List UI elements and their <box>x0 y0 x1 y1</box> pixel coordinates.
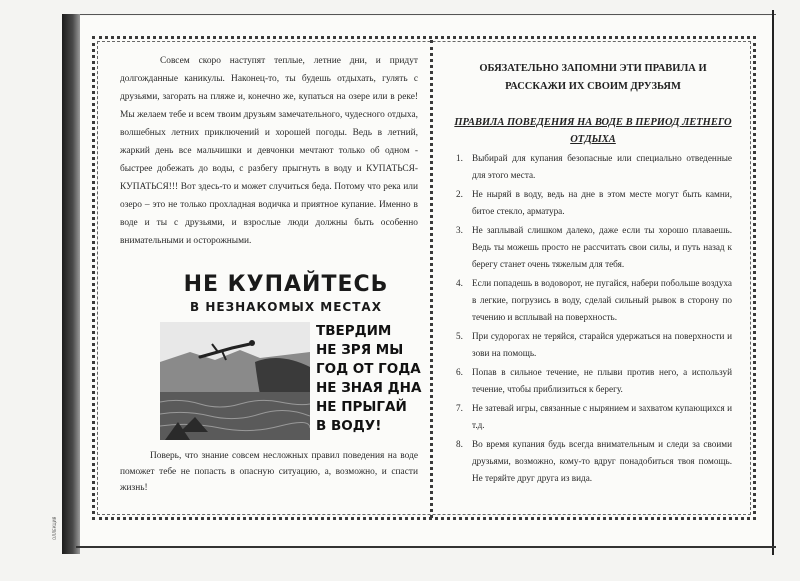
rule-item <box>450 328 732 362</box>
rule-item <box>450 275 732 326</box>
rule-text: Попав в сильное течение, не плыви против него, а используй течение, чтобы приблизиться к берегу. <box>472 367 732 394</box>
rule-text: Выбирай для купания безопасные или специально отведенные для этого места. <box>472 153 732 180</box>
slogan-line: В ВОДУ! <box>316 418 382 434</box>
poster-title: НЕ КУПАЙТЕСЬ <box>183 272 389 297</box>
rule-item <box>450 186 732 220</box>
rule-text: Не ныряй в воду, ведь на дне в этом месте могут быть камни, битое стекло, арматура. <box>472 189 732 216</box>
poster-subtitle: В НЕЗНАКОМЫХ МЕСТАХ <box>190 300 382 314</box>
scan-edge-right <box>772 10 774 555</box>
rule-item <box>450 400 732 434</box>
scan-edge-top <box>76 14 776 15</box>
rule-number: 1. <box>456 153 463 163</box>
rules-list <box>450 150 732 489</box>
slogan-line: ТВЕРДИМ <box>316 323 392 339</box>
rule-item <box>450 150 732 184</box>
warning-poster <box>160 272 422 442</box>
rule-item <box>450 436 732 487</box>
rules-title: ПРАВИЛА ПОВЕДЕНИЯ НА ВОДЕ В ПЕРИОД ЛЕТНЕГО ОТДЫХА <box>454 117 732 145</box>
scan-edge-bottom <box>76 546 776 548</box>
rule-number: 4. <box>456 278 463 288</box>
remember-heading: ОБЯЗАТЕЛЬНО ЗАПОМНИ ЭТИ ПРАВИЛА И РАССКАЖИ ИХ СВОИМ ДРУЗЬЯМ <box>479 63 707 92</box>
rule-item <box>450 222 732 273</box>
poster-slogan <box>316 322 422 436</box>
rule-number: 7. <box>456 403 463 413</box>
closing-paragraph: Поверь, что знание совсем несложных правил поведения на воде поможет тебе не попасть в опасную ситуацию, а, возможно, и спасти жизнь! <box>120 451 418 493</box>
rule-text: Не затевай игры, связанные с нырянием и захватом купающихся и т.д. <box>472 403 732 430</box>
rule-number: 5. <box>456 331 463 341</box>
intro-paragraph: Совсем скоро наступят теплые, летние дни, и придут долгожданные каникулы. Наконец-то, ты будешь отдыхать, гулять с друзьями, загорать на пляже и, конечно же, купаться на озере или в реке! Мы желаем тебе и всем твоим друзьям замечательного, чудесного отдыха, волшебных летних приключений и хорошей погоды. Ведь в летний, жаркий день все мальчишки и девчонки мечтают только об одном - быстрее добежать до воды, с разбегу прыгнуть в воду и КУПАТЬСЯ-КУПАТЬСЯ!!! Вот здесь-то и может случиться беда. Потому что река или озеро – это не только прохладная водичка и приятное купание. Именно в воде и ты с друзьями, и взрослые люди должны быть особенно внимательными и осторожными. <box>120 56 418 246</box>
column-divider <box>430 40 436 518</box>
scan-binding-shadow <box>62 14 80 554</box>
slogan-line: НЕ ЗРЯ МЫ <box>316 342 404 358</box>
rule-number: 8. <box>456 439 463 449</box>
rule-item <box>450 364 732 398</box>
slogan-line: НЕ ЗНАЯ ДНА <box>316 380 422 396</box>
rule-number: 3. <box>456 225 463 235</box>
rule-number: 6. <box>456 367 463 377</box>
rule-text: Если попадешь в водоворот, не пугайся, набери побольше воздуха в легкие, погрузись в воду, сделай сильный рывок в сторону по течению и всплывай на поверхность. <box>472 278 732 322</box>
rule-number: 2. <box>456 189 463 199</box>
rule-text: Не заплывай слишком далеко, даже если ты хорошо плаваешь. Ведь ты можешь просто не рассчитать свои силы, и путь назад к берегу станет очень тяжелым для тебя. <box>472 225 732 269</box>
rule-text: При судорогах не теряйся, старайся удержаться на поверхности и зови на помощь. <box>472 331 732 358</box>
slogan-line: ГОД ОТ ГОДА <box>316 361 421 377</box>
rule-text: Во время купания будь всегда внимательным и следи за своими друзьями, возможно, кому-то вдруг понадобиться твоя помощь. Не теряйте друг друга из вида. <box>472 439 732 483</box>
slogan-line: НЕ ПРЫГАЙ <box>316 399 407 415</box>
diving-illustration <box>160 322 310 440</box>
side-stamp: ОЛЛЕКЦИЯ <box>52 516 57 540</box>
